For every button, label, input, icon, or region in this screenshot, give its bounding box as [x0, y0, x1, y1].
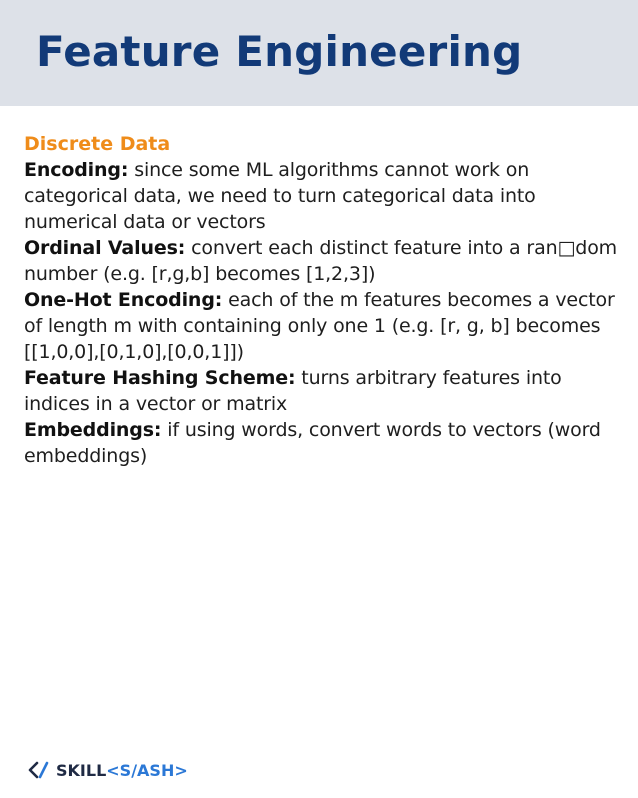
one-hot-encoding-term: One-Hot Encoding: — [24, 289, 223, 311]
page-title: Feature Engineering — [36, 27, 523, 76]
embeddings-text: if using words, convert words to vectors (word embeddings) — [24, 419, 601, 467]
ordinal-values-term: Ordinal Values: — [24, 237, 186, 259]
feature-hashing-text: turns arbitrary features into indices in a vector or matrix — [24, 367, 562, 415]
encoding-term: Encoding: — [24, 159, 129, 181]
brand-name-part2: <S/ASH> — [106, 760, 188, 780]
header-banner — [0, 0, 638, 106]
embeddings-term: Embeddings: — [24, 419, 162, 441]
skillslash-logo-icon — [28, 761, 50, 779]
embeddings-paragraph — [24, 417, 624, 469]
ordinal-values-paragraph — [24, 235, 624, 287]
encoding-text: since some ML algorithms cannot work on categorical data, we need to turn categorical data into numerical data or vectors — [24, 159, 536, 233]
one-hot-encoding-paragraph — [24, 287, 624, 365]
feature-hashing-paragraph — [24, 365, 624, 417]
ordinal-values-text: convert each distinct feature into a ran□dom number (e.g. [r,g,b] becomes [1,2,3]) — [24, 237, 618, 285]
brand-name-part1: SKILL — [56, 760, 107, 780]
encoding-paragraph — [24, 157, 624, 235]
brand-logo — [28, 758, 188, 782]
feature-hashing-term: Feature Hashing Scheme: — [24, 367, 296, 389]
content-body — [24, 131, 624, 469]
one-hot-encoding-text: each of the m features becomes a vector of length m with containing only one 1 (e.g. [r, g, b] becomes [[1,0,0],[0,1,0],[0,0,1]]) — [24, 289, 615, 363]
section-title: Discrete Data — [24, 133, 171, 155]
